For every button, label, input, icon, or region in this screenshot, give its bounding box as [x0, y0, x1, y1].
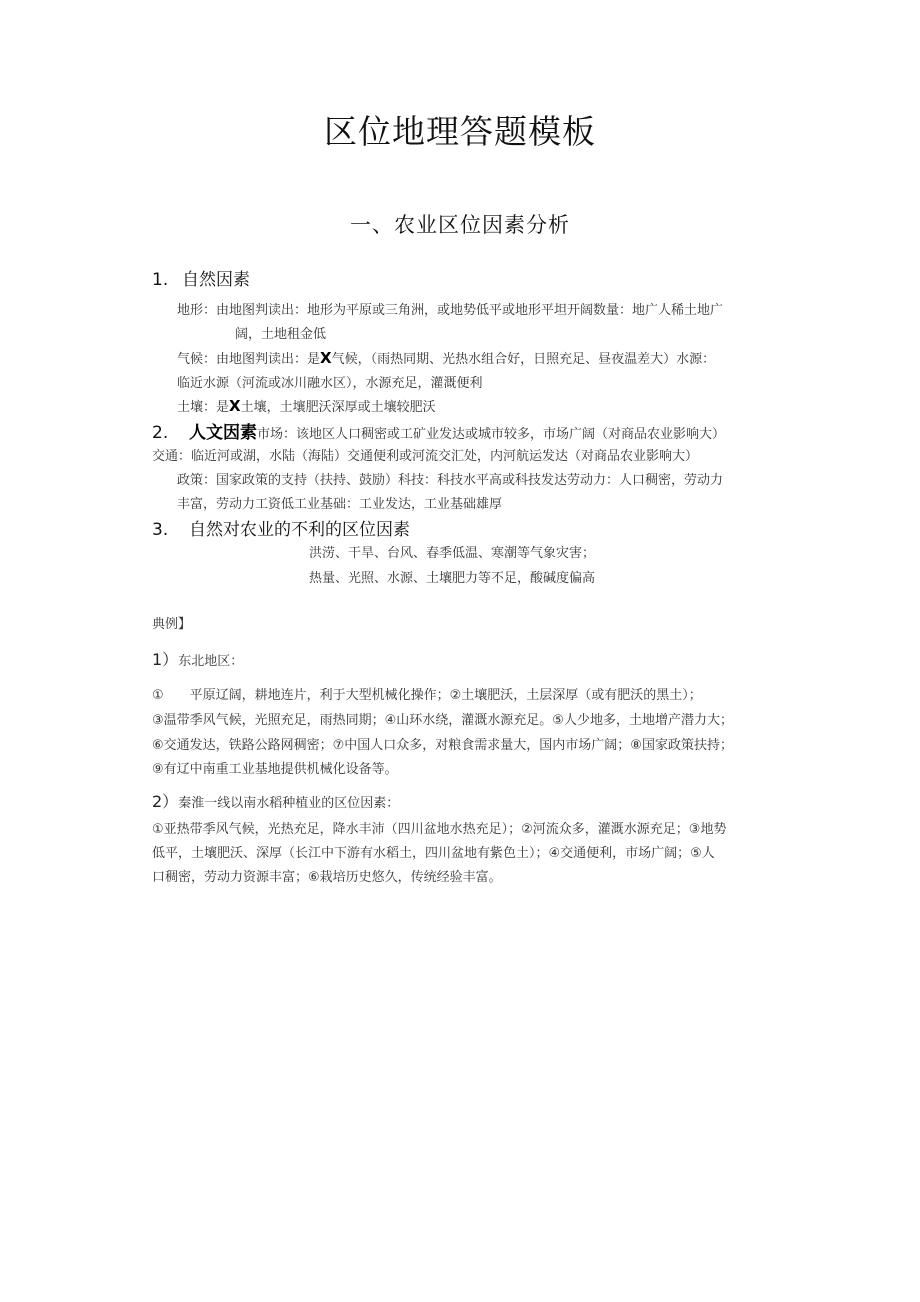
climate-rest: 气候，（雨热同期、光热水组合好，日照充足、昼夜温差大）水源：	[331, 352, 716, 367]
unfavorable-line-1: 洪涝、干旱、台风、春季低温、寒潮等气象灾害；	[309, 546, 596, 561]
section-heading: 一、农业区位因素分析	[350, 213, 570, 237]
climate-prefix: 气候：由地图判读出：是	[177, 352, 321, 367]
example-1-line-1: ① 平原辽阔，耕地连片，利于大型机械化操作；②土壤肥沃，土层深厚（或有肥沃的黑土）；	[152, 688, 702, 703]
example-2-title	[152, 789, 399, 812]
unfavorable-line-2: 热量、光照、水源、土壤肥力等不足，酸碱度偏高	[309, 571, 596, 586]
terrain-line-1: 地形：由地图判读出：地形为平原或三角洲，或地势低平或地形平坦开阔数量：地广人稀土地广	[177, 303, 724, 318]
climate-line-2: 临近水源（河流或冰川融水区），水源充足，灌溉便利	[177, 376, 483, 391]
document-title: 区位地理答题模板	[324, 112, 596, 151]
heading-text: 自然因素	[182, 270, 250, 290]
example-title-text: 秦淮一线以南水稻种植业的区位因素：	[178, 796, 400, 811]
examples-label: 典例】	[152, 617, 192, 632]
heading-number: 1.	[152, 270, 169, 290]
heading-text: 人文因素	[189, 423, 257, 443]
example-2-line-3: 口稠密，劳动力资源丰富；⑥栽培历史悠久，传统经验丰富。	[152, 870, 502, 885]
transport-line: 交通：临近河或湖，水陆（海陆）交通便利或河流交汇处，内河航运发达（对商品农业影响大）	[152, 449, 699, 464]
terrain-line-2: 阔，土地租金低	[235, 327, 327, 342]
example-2-line-2: 低平，土壤肥沃、深厚（长江中下游有水稻土，四川盆地有紫色土）；④交通便利，市场广阔；⑤人	[152, 846, 715, 861]
market-text: 市场：该地区人口稠密或工矿业发达或城市较多，市场广阔（对商品农业影响大）	[257, 427, 726, 442]
example-1-title	[152, 647, 243, 670]
soil-x: X	[229, 397, 241, 415]
heading-text: 自然对农业的不利的区位因素	[189, 520, 410, 540]
policy-line-2: 丰富，劳动力工资低工业基础：工业发达，工业基础雄厚	[177, 497, 503, 512]
example-1-line-3: ⑥交通发达，铁路公路网稠密；⑦中国人口众多，对粮食需求量大，国内市场广阔；⑧国家政策扶持；	[152, 738, 733, 753]
climate-line-1	[177, 348, 715, 367]
climate-x: X	[320, 349, 332, 367]
example-2-line-1: ①亚热带季风气候，光热充足，降水丰沛（四川盆地水热充足）；②河流众多，灌溉水源充足；③地势	[152, 822, 727, 837]
example-number: 2）	[152, 792, 179, 811]
example-title-text: 东北地区：	[178, 654, 244, 669]
human-factors-line	[152, 418, 725, 443]
soil-line	[177, 396, 436, 415]
unfavorable-factors-heading	[152, 515, 410, 540]
example-number: 1）	[152, 650, 179, 669]
policy-line-1: 政策：国家政策的支持（扶持、鼓励）科技：科技水平高或科技发达劳动力：人口稠密，劳动力	[177, 473, 724, 488]
heading-number: 3.	[152, 520, 169, 540]
heading-number: 2.	[152, 423, 169, 443]
example-1-line-4: ⑨有辽中南重工业基地提供机械化设备等。	[152, 762, 398, 777]
example-1-line-2: ③温带季风气候，光照充足，雨热同期；④山环水绕，灌溉水源充足。⑤人少地多，土地增产潜力大；	[152, 713, 733, 728]
soil-prefix: 土壤：是	[177, 400, 230, 415]
natural-factors-heading	[152, 265, 250, 290]
soil-rest: 土壤，土壤肥沃深厚或土壤较肥沃	[240, 400, 436, 415]
